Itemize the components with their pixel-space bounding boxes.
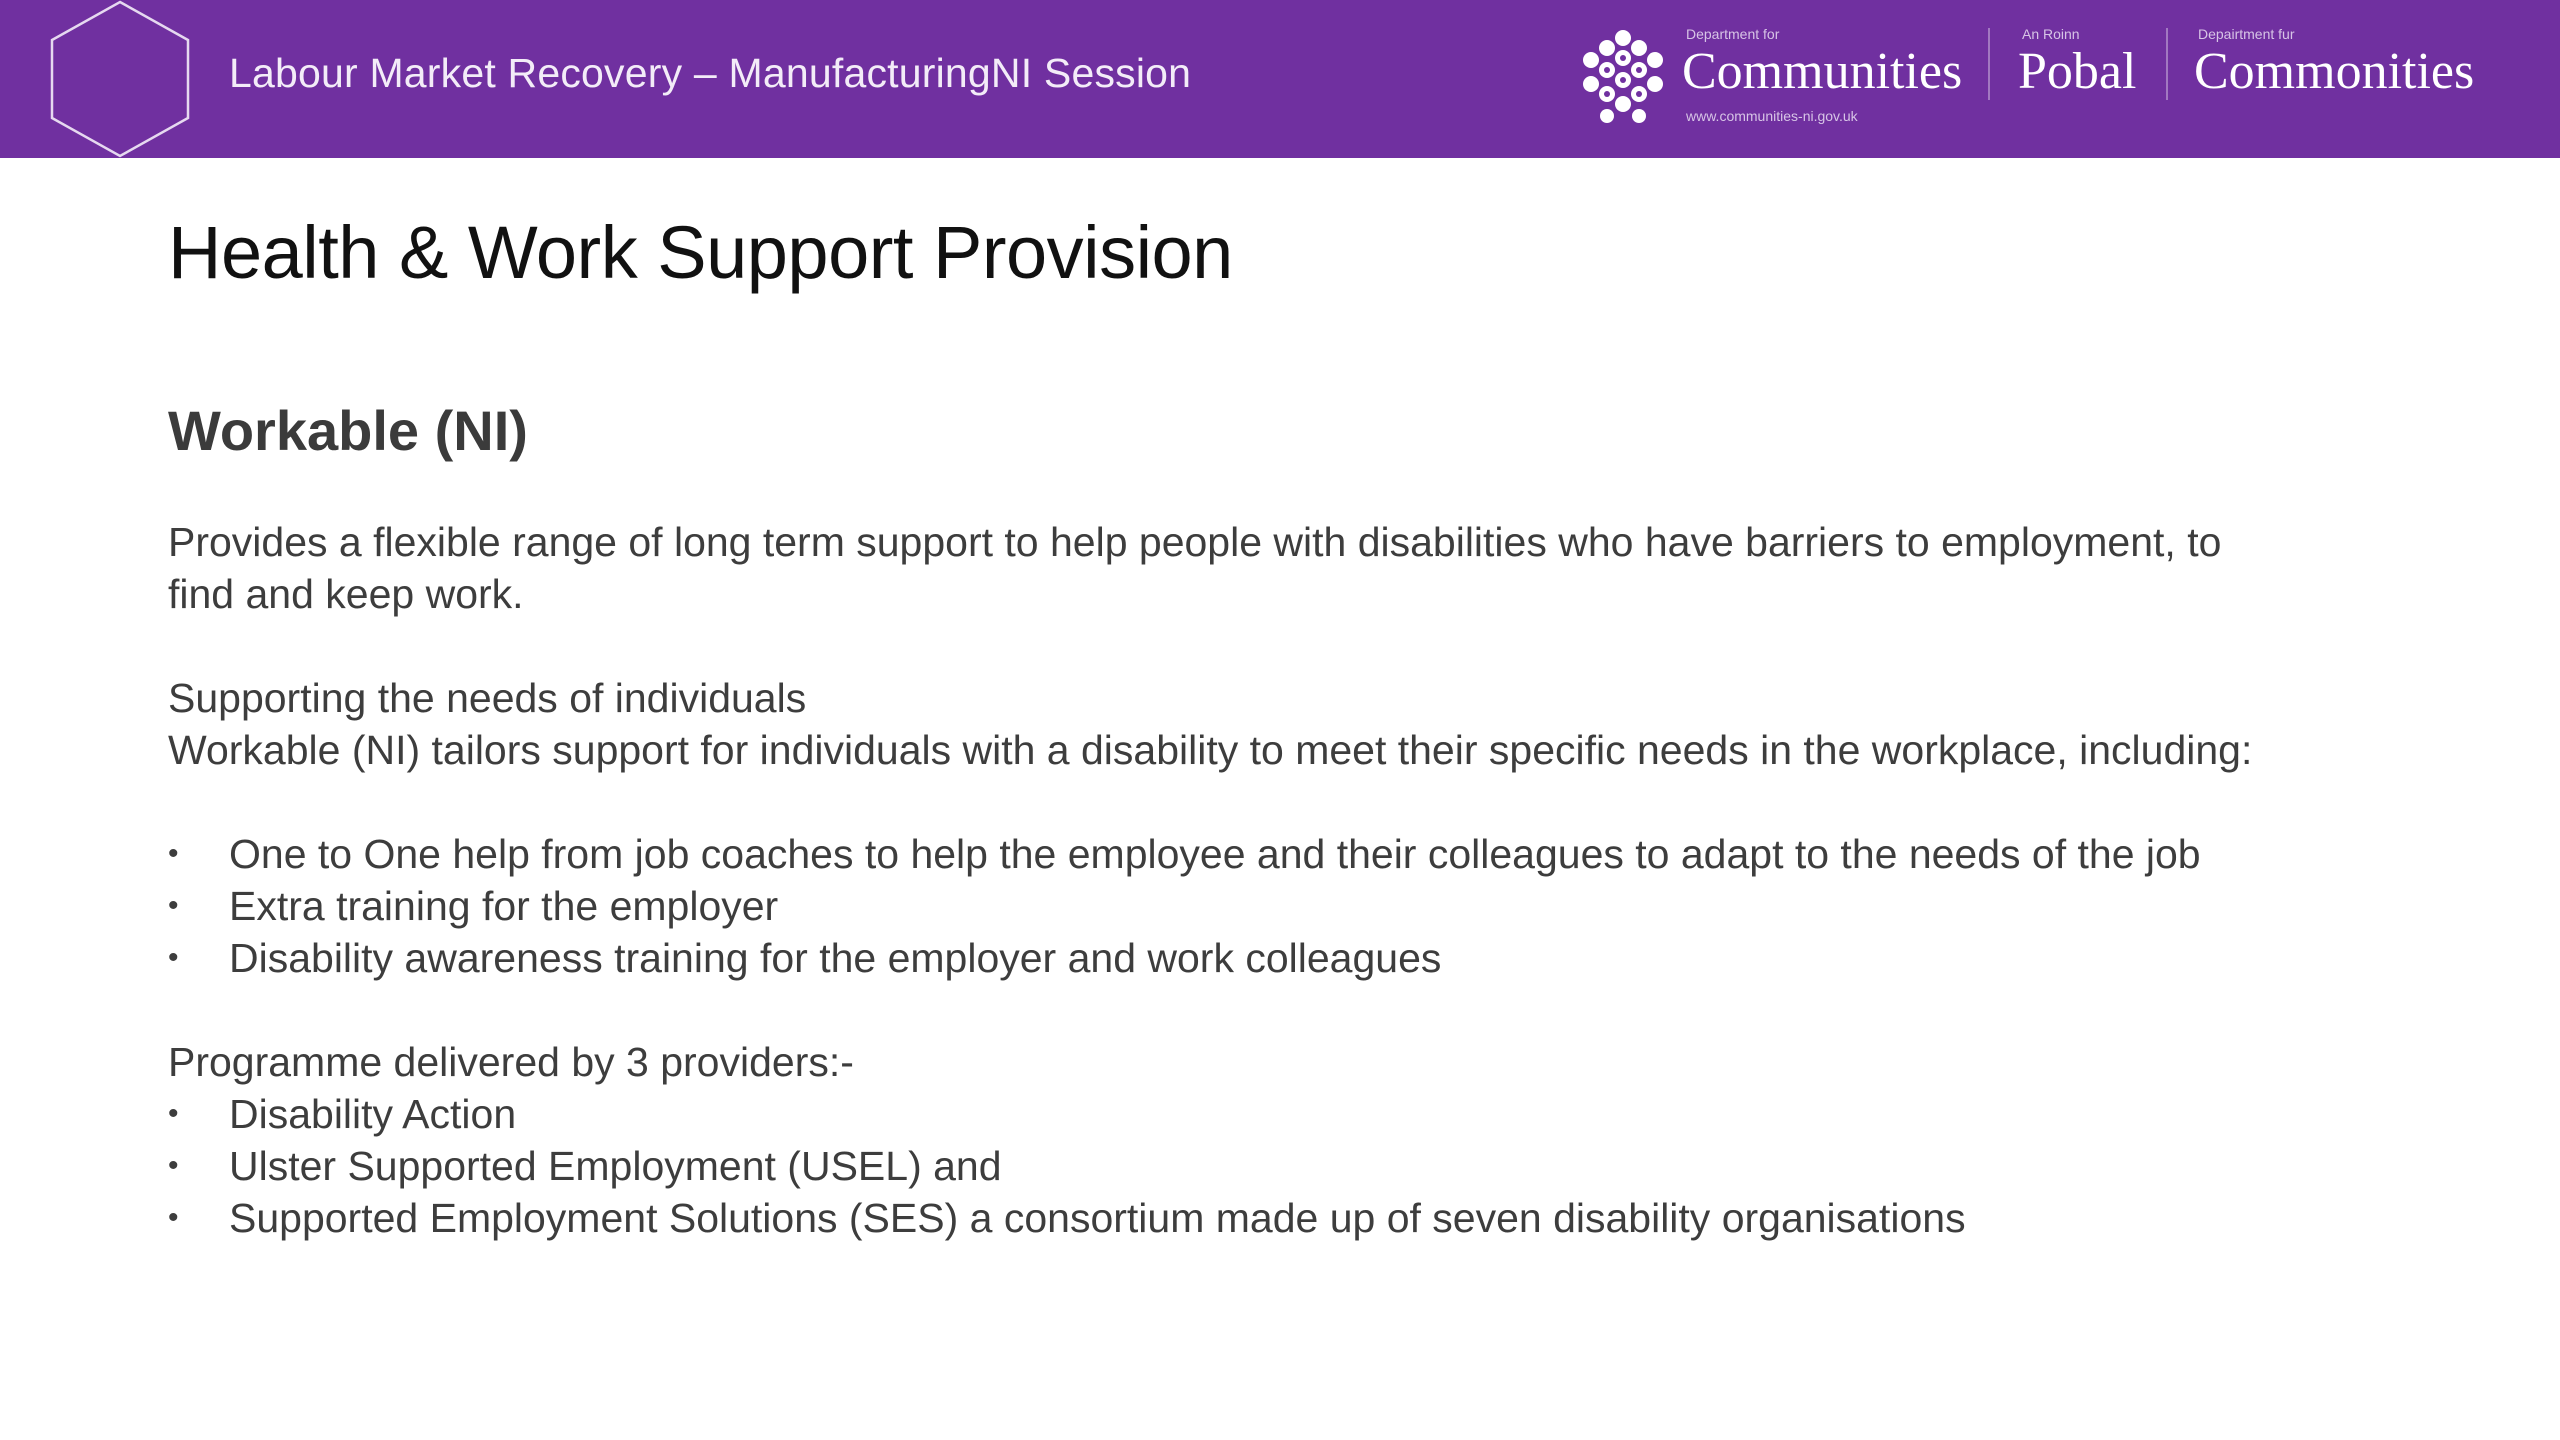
bullet-item (168, 1088, 2468, 1140)
dept-label-en: Department for (1686, 26, 1780, 42)
session-title: Labour Market Recovery – ManufacturingNI Session (229, 50, 1192, 96)
header-banner (0, 0, 2560, 158)
bullet-text: Ulster Supported Employment (USEL) and (229, 1143, 1002, 1189)
bullet-icon: • (168, 889, 179, 922)
providers-intro: Programme delivered by 3 providers:- (168, 1039, 854, 1085)
dept-name-us: Commonities (2194, 43, 2475, 100)
bullet-text: Disability Action (229, 1091, 517, 1137)
bullet-text: Disability awareness training for the employer and work colleagues (229, 935, 1442, 981)
intro-text-line: find and keep work. (168, 571, 524, 617)
bullet-text: Supported Employment Solutions (SES) a consortium made up of seven disability organisations (229, 1195, 1966, 1241)
department-logo (1578, 26, 1963, 136)
hexagon-outline-icon (46, 0, 194, 158)
logo-divider (2166, 28, 2168, 100)
dept-name-ga: Pobal (2018, 43, 2137, 100)
bullet-icon: • (168, 941, 179, 974)
logo-divider (1988, 28, 1990, 100)
bullet-item (168, 932, 2468, 984)
support-intro: Workable (NI) tailors support for individuals with a disability to meet their specific needs in the workplace, including: (168, 727, 2253, 773)
support-heading: Supporting the needs of individuals (168, 675, 807, 721)
bullet-item (168, 880, 2468, 932)
slide-body (168, 516, 2468, 1244)
bullet-icon: • (168, 1201, 179, 1234)
bullet-text: One to One help from job coaches to help the employee and their colleagues to adapt to the needs of the job (229, 831, 2201, 877)
bullet-text: Extra training for the employer (229, 883, 779, 929)
dept-label-us: Depairtment fur (2198, 26, 2295, 42)
dept-website: www.communities-ni.gov.uk (1686, 108, 1858, 124)
bullet-icon: • (168, 1097, 179, 1130)
slide-title: Health & Work Support Provision (168, 211, 1233, 294)
bullet-item (168, 828, 2468, 880)
dept-label-ga: An Roinn (2022, 26, 2080, 42)
providers-bullet-list (168, 1088, 2468, 1244)
bullet-item (168, 1192, 2468, 1244)
intro-text-line: Provides a flexible range of long term support to help people with disabilities who have barriers to employment, to (168, 519, 2222, 565)
support-bullet-list (168, 828, 2468, 984)
section-heading: Workable (NI) (168, 399, 528, 462)
bullet-item (168, 1140, 2468, 1192)
dept-name-en: Communities (1682, 43, 1963, 100)
bullet-icon: • (168, 837, 179, 870)
department-emblem-icon (1578, 28, 1668, 128)
bullet-icon: • (168, 1149, 179, 1182)
